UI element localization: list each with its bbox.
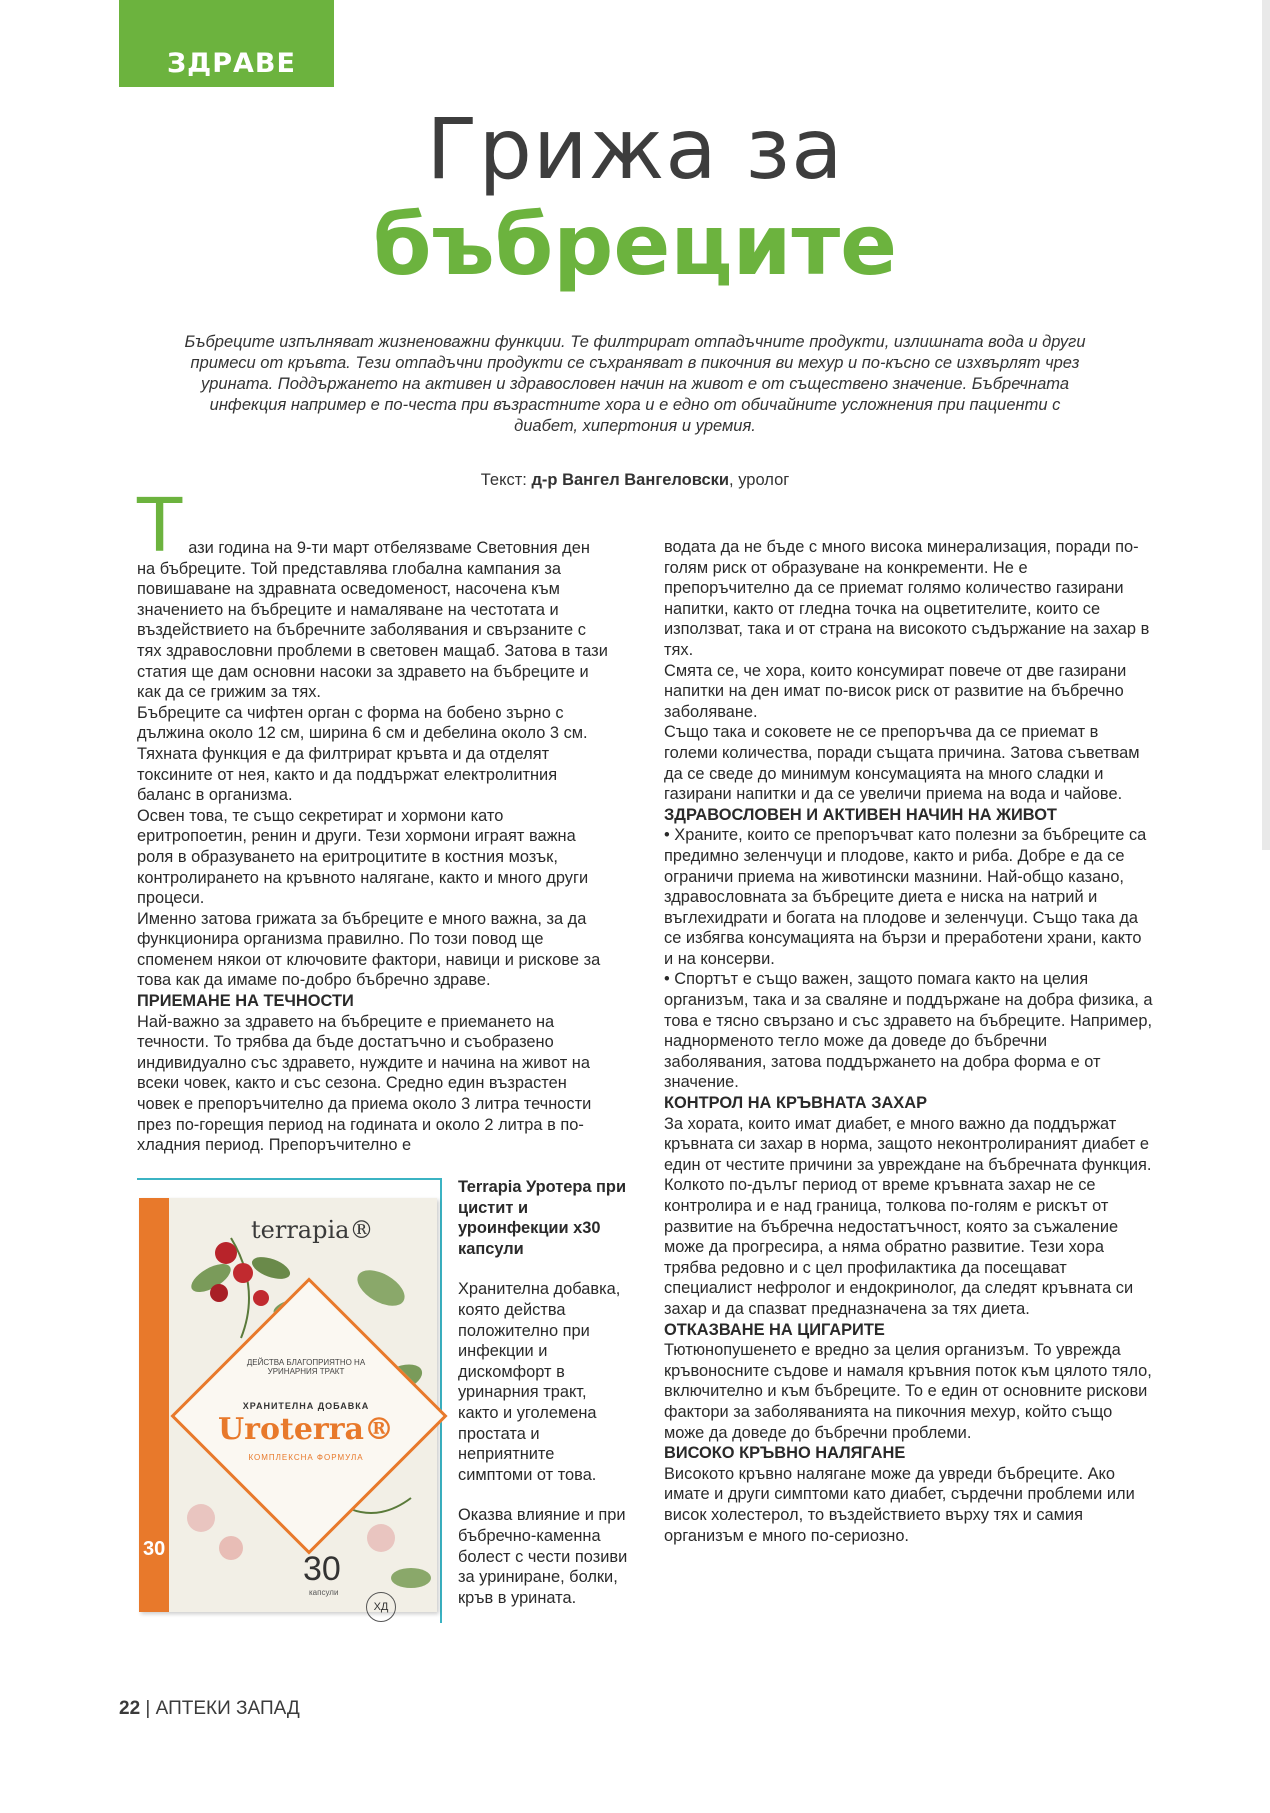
paragraph: ази година на 9-ти март отбелязваме Световния ден на бъбреците. Той представлява глобална кампания за повишаване на здравната осведоменост, насочена към значението на бъбреците и намаляване на честотата и въздействието на бъбречните заболявания и свързаните с тях здравословни проблеми в световен мащаб. Затова в тази статия ще дам основни насоки за здравето на бъбреците и как да се грижим за тях. [137, 539, 608, 702]
section-label: ЗДРАВЕ [119, 0, 334, 87]
section-heading: ОТКАЗВАНЕ НА ЦИГАРИТЕ [664, 1320, 885, 1339]
right-column [664, 537, 1154, 1546]
paragraph: Високото кръвно налягане може да увреди бъбреците. Ако имате и други симптоми като диабет, сърдечни проблеми или висок холестерол, то въздействието върху тях и самия организъм е много по-сериозно. [664, 1464, 1135, 1545]
package-front [171, 1198, 437, 1612]
package-label: ХРАНИТЕЛНА ДОБАВКА [242, 1401, 370, 1411]
byline-suffix: , уролог [729, 471, 790, 489]
page-footer [119, 1698, 300, 1720]
package-count: 30 [303, 1550, 341, 1588]
paragraph: водата да не бъде с много висока минерализация, поради по-голям риск от образуване на конкременти. Не е препоръчително да се приемат голямо количество газирани напитки, както от гледна точка на оцветителите, които се използват, така и от страна на високото съдържание на захар в тях. [664, 538, 1150, 659]
byline-prefix: Текст: [480, 471, 532, 489]
paragraph: Освен това, те също секретират и хормони като еритропоетин, ренин и други. Тези хормони играят важна роля в образуването на еритроцитите в костния мозък, контролирането на кръвното налягане, както и много други процеси. [137, 806, 589, 908]
publication-name: АПТЕКИ ЗАПАД [155, 1698, 300, 1719]
byline [0, 471, 1270, 490]
paragraph: Именно затова грижата за бъбреците е много важна, за да функционира организма правилно. По този повод ще споменем някои от ключовите фактори, навици и рискове за това как да имаме по-добро бъбречно здраве. [137, 909, 601, 990]
paragraph: Най-важно за здравето на бъбреците е приемането на течности. То трябва да бъде достатъчно и съобразено индивидуално със здравето, нуждите и начина на живот на всеки човек, както и със сезона. Средно един възрастен човек е препоръчително да приема около 3 литра течности през по-горещия период на годината и около 2 литра в по-хладния период. Препоръчително е [137, 1012, 592, 1155]
section-heading: ЗДРАВОСЛОВЕН И АКТИВЕН НАЧИН НА ЖИВОТ [664, 805, 1057, 824]
package-claim: ДЕЙСТВА БЛАГОПРИЯТНО НА УРИНАРНИЯ ТРАКТ [246, 1358, 366, 1376]
title-line-1: Грижа за [426, 100, 844, 198]
frame-line-top [137, 1178, 442, 1180]
hd-badge: ХД [366, 1592, 396, 1622]
paragraph: Смята се, че хора, които консумират повече от две газирани напитки на ден имат по-висок риск от развитие на бъбречно заболяване. [664, 661, 1127, 721]
title-line-2: бъбреците [372, 196, 898, 294]
page-number: 22 [119, 1698, 141, 1719]
paragraph: • Храните, които се препоръчват като полезни за бъбреците са предимно зеленчуци и плодове, както и риба. Добре е да се ограничи приема на животински мазнини. Най-общо казано, здравословната за бъбреците диета е ниска на натрий и въглехидрати и богата на плодове и зеленчуци. Също така да се избягва консумацията на бързи и преработени храни, както и на консерви. [664, 826, 1147, 968]
paragraph: Колкото по-дълъг период от време кръвната захар не се контролира и е над граница, толкова по-голям е рискът от развитие на бъбречна недостатъчност, която за съжаление може да прогресира, а няма обратно развитие. Тези хора трябва редовно и с цел профилактика да посещават специалист нефролог и ендокринолог, да следят кръвната си захар и да спазват предназначена за тях диета. [664, 1176, 1134, 1318]
paragraph: • Спортът е също важен, защото помага както на целия организъм, така и за сваляне и поддържане на добра физика, а това е тясно свързано и със здравето на бъбреците. Например, наднорменото тегло може да доведе до бъбречни заболявания, затова поддържането на добра форма е от значение. [664, 970, 1153, 1092]
paragraph: За хората, които имат диабет, е много важно да поддържат кръвната си захар в норма, защото неконтролираният диабет е един от честите причини за увреждане на бъбречната функция. [664, 1114, 1152, 1174]
package-formula: КОМПЛЕКСНА ФОРМУЛА [248, 1453, 364, 1462]
paragraph: Тютюнопушенето е вредно за целия организъм. То уврежда кръвоносните съдове и намаля кръвния поток към цялото тяло, включително и към бъбреците. То е един от основните рискови фактори за заболяванията на пикочния мехур, който също може да доведе до бъбречни проблеми. [664, 1341, 1152, 1442]
product-desc: Оказва влияние и при бъбречно-каменна болест с чести позиви за уриниране, болки, кръв в урината. [458, 1506, 628, 1607]
product-box [137, 1178, 442, 1636]
byline-author: д-р Вангел Вангеловски [531, 471, 730, 489]
footer-separator: | [140, 1698, 156, 1719]
product-description [458, 1177, 630, 1628]
product-desc: Хранителна добавка, която действа положително при инфекции и дискомфорт в уринарния тракт, както и уголемена простата и неприятните симптоми от това. [458, 1280, 621, 1484]
paragraph: Бъбреците са чифтен орган с форма на бобено зърно с дължина около 12 см, ширина 6 см и дебелина около 3 см. Тяхната функция е да филтрират кръвта и да отделят токсините от нея, както и да поддържат електролитния баланс в организма. [137, 703, 588, 805]
package-product-name: Uroterra® [218, 1412, 394, 1447]
package-unit: капсули [309, 1588, 339, 1597]
paragraph: Също така и соковете не се препоръчва да се приемат в големи количества, поради същата причина. Затова съветвам да се сведе до минимум консумацията на много сладки и газирани напитки и да се увеличи приема на вода и чайове. [664, 723, 1140, 804]
package-spine [139, 1198, 169, 1612]
section-heading: ВИСОКО КРЪВНО НАЛЯГАНЕ [664, 1444, 906, 1463]
package-brand: terrapia® [251, 1216, 374, 1244]
section-heading: КОНТРОЛ НА КРЪВНАТА ЗАХАР [664, 1094, 928, 1113]
product-title: Terrapia Уротера при цистит и уроинфекции х30 капсули [458, 1178, 627, 1258]
left-column [137, 483, 610, 1156]
drop-cap: Т [137, 483, 183, 569]
spine-count: 30 [143, 1538, 166, 1560]
lead-paragraph: Бъбреците изпълняват жизненоважни функции. Те филтрират отпадъчните продукти, излишната вода и други примеси от кръвта. Тези отпадъчни продукти се съхраняват в пикочния ви мехур и по-късно се изхвърлят чрез урината. Поддържането на активен и здравословен начин на живот е от съществено значение. Бъбречната инфекция например е по-честа при възрастните хора и е едно от обичайните усложнения при пациенти с диабет, хипертония и уремия. [184, 333, 1086, 435]
product-package-image [139, 1198, 437, 1612]
frame-line-right [440, 1178, 442, 1623]
section-heading: ПРИЕМАНЕ НА ТЕЧНОСТИ [137, 992, 354, 1011]
